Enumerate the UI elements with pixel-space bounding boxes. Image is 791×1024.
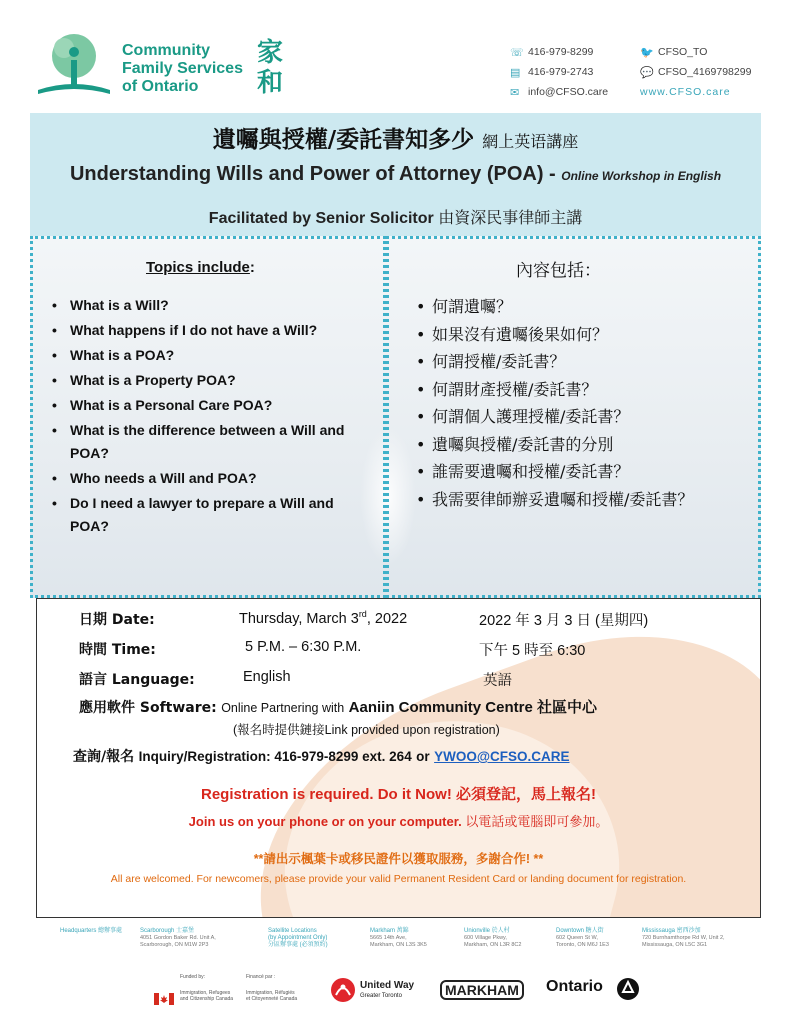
canada-flag-icon — [154, 992, 174, 1004]
location-satellite — [268, 928, 368, 949]
header — [0, 0, 791, 112]
title-chinese-main: 遺囑與授權/委託書知多少 — [212, 127, 475, 153]
all-welcome-note: All are welcomed. For newcomers, please provide your valid Permanent Resident Card or landing document for registration. — [110, 873, 687, 885]
topics-heading-zh: 內容包括： — [516, 261, 601, 281]
title-chinese — [30, 121, 761, 154]
maple-leaf-note: **請出示楓葉卡或移民證件以獲取服務，多謝合作! ** — [253, 852, 544, 866]
contact-wechat: CFSO_4169798299 — [658, 66, 752, 78]
united-way: United Way — [360, 980, 415, 991]
event-details — [36, 598, 761, 918]
time-label-text: 時間 Time: — [79, 642, 156, 658]
org-name-line: Family Services — [122, 60, 243, 77]
fax-icon: ▤ — [510, 66, 521, 79]
location-line: 4051 Gordon Baker Rd. Unit A, — [140, 935, 216, 941]
ircc-fr-line: et Citoyenneté Canada — [246, 996, 298, 1002]
mail-icon: ✉ — [510, 86, 520, 99]
ircc-en-line: and Citizenship Canada — [180, 996, 234, 1002]
time-zh: 下午 5 時至 6:30 — [479, 643, 586, 659]
title-english — [30, 163, 761, 186]
finance-par: Financé par : — [246, 974, 276, 980]
language-label — [79, 669, 195, 689]
date-value-sup: rd — [358, 609, 367, 619]
date-value — [239, 609, 407, 627]
location-line: 602 Queen St W, — [556, 935, 598, 941]
ontario-logo: Ontario — [546, 978, 603, 995]
location-scarborough — [140, 928, 240, 949]
inquiry-label: 查詢/報名 — [73, 749, 135, 765]
list-item: • 何謂授權/委託書？ — [416, 349, 736, 376]
inquiry-text: Inquiry/Registration: 416-979-8299 ext. 264 — [138, 749, 412, 764]
list-item: • What is a Property POA? — [52, 369, 352, 392]
software-note: (報名時提供鏈接Link provided upon registration) — [233, 723, 500, 737]
location-title: Headquarters 總辦事處 — [60, 928, 123, 934]
united-way-sub: Greater Toronto — [360, 993, 402, 999]
location-line: 600 Village Pkwy, — [464, 935, 507, 941]
list-item: • 如果沒有遺囑後果如何？ — [416, 322, 736, 349]
list-item: • Do I need a lawyer to prepare a Will and POA? — [52, 492, 352, 538]
org-name — [122, 42, 243, 96]
date-zh: 2022 年 3 月 3 日 (星期四) — [479, 613, 649, 629]
list-item: • Who needs a Will and POA? — [52, 467, 352, 490]
list-item: • What is the difference between a Will and POA? — [52, 419, 352, 465]
list-item: • What happens if I do not have a Will? — [52, 319, 352, 342]
location-line: 分區辦事處 (必須預約) — [268, 942, 328, 948]
location-title: Downtown 糖人街 — [556, 928, 604, 934]
contact-phone[interactable]: 416-979-8299 — [528, 46, 594, 58]
list-item: • 誰需要遺囑和授權/委託書？ — [416, 459, 736, 486]
wechat-icon: 💬 — [640, 66, 654, 79]
location-line: Markham, ON L3S 3K5 — [370, 942, 427, 948]
list-item: • 我需要律師辦妥遺囑和授權/委託書？ — [416, 487, 736, 514]
title-band — [30, 113, 761, 236]
date-label — [79, 609, 155, 629]
inquiry-email-link[interactable]: YWOO@CFSO.CARE — [434, 749, 570, 764]
list-item: • 何謂個人護理授權/委託書？ — [416, 404, 736, 431]
topics-heading-en — [146, 259, 255, 276]
location-line: Toronto, ON M6J 1E3 — [556, 942, 609, 948]
location-title: Mississauga 密西沙加 — [642, 928, 701, 934]
software-pre: Online Partnering with — [221, 701, 345, 715]
location-mississauga — [642, 928, 758, 949]
location-line: 720 Burnhamthorpe Rd W, Unit 2, — [642, 935, 725, 941]
list-item: • What is a Will? — [52, 294, 352, 317]
list-item: • 遺囑與授權/委託書的分別 — [416, 432, 736, 459]
tree-logo-icon — [34, 30, 114, 100]
list-item: • What is a POA? — [52, 344, 352, 367]
location-title: Satellite Locations — [268, 928, 317, 934]
join-us-zh: 以電話或電腦即可參加。 — [465, 814, 609, 829]
join-us-en: Join us on your phone or on your computer. — [188, 814, 462, 829]
date-value-post: , 2022 — [366, 610, 408, 627]
title-english-main: Understanding Wills and Power of Attorney (POA) - — [69, 163, 556, 185]
org-name-line: Community — [122, 42, 210, 59]
inquiry-row — [73, 746, 570, 766]
location-title: Unionville 於人村 — [464, 928, 510, 934]
ontario-trillium-icon — [616, 977, 640, 1001]
software-partner: Aaniin Community Centre 社區中心 — [348, 699, 597, 716]
twitter-icon: 🐦 — [640, 46, 654, 59]
date-value-pre: Thursday, March 3 — [239, 610, 359, 627]
inquiry-or: or — [416, 749, 430, 764]
list-item: • 何謂遺囑？ — [416, 294, 736, 321]
list-item: • What is a Personal Care POA? — [52, 394, 352, 417]
facilitated-line — [30, 205, 761, 228]
topics-heading-en-colon: : — [249, 259, 255, 276]
location-line: Scarborough, ON M1W 2P3 — [140, 942, 209, 948]
contact-right — [640, 42, 751, 102]
topics-list-en — [52, 294, 352, 540]
time-value: 5 P.M. – 6:30 P.M. — [245, 639, 362, 655]
ircc-en — [180, 990, 233, 1002]
date-label-text: 日期 Date: — [79, 612, 155, 628]
location-title: Scarborough 士嘉堡 — [140, 928, 195, 934]
ircc-fr — [246, 990, 297, 1002]
software-row — [79, 696, 597, 717]
location-line: 5665 14th Ave, — [370, 935, 407, 941]
topics-list-zh — [416, 294, 736, 514]
ircc-fr-line: Immigration, Réfugiés — [246, 990, 295, 996]
location-downtown — [556, 928, 656, 949]
location-unionville — [464, 928, 564, 949]
location-line: Markham, ON L3R 8C2 — [464, 942, 522, 948]
contact-left — [510, 42, 608, 102]
united-way-logo-icon — [330, 977, 356, 1003]
sponsor-logos — [150, 972, 650, 1012]
funded-by: Funded by: — [180, 974, 206, 980]
software-label: 應用軟件 Software: — [79, 700, 217, 716]
language-value: English — [243, 669, 291, 685]
org-name-line: of Ontario — [122, 78, 199, 95]
markham-logo: MARKHAM — [440, 980, 524, 1000]
org-chinese-name — [257, 38, 283, 98]
topics-section — [30, 236, 761, 598]
registration-required: Registration is required. Do it Now! 必須登記，馬上報名! — [200, 786, 597, 803]
location-markham — [370, 928, 470, 949]
contact-email[interactable]: info@CFSO.care — [528, 86, 609, 98]
topics-heading-en-text: Topics include — [146, 259, 250, 276]
ircc-en-line: Immigration, Refugees — [180, 990, 231, 996]
facilitated-en: Facilitated by Senior Solicitor — [208, 210, 434, 227]
title-english-sub: Online Workshop in English — [561, 169, 722, 183]
org-chinese-char: 和 — [257, 68, 284, 98]
time-label — [79, 639, 156, 659]
join-us — [37, 811, 760, 830]
phone-icon: ☏ — [510, 46, 524, 59]
org-chinese-char: 家 — [257, 38, 284, 68]
language-label-text: 語言 Language: — [79, 672, 195, 688]
language-zh: 英語 — [483, 673, 512, 689]
contact-website[interactable]: www.CFSO.care — [640, 86, 731, 98]
contact-fax: 416-979-2743 — [528, 66, 594, 78]
location-line: (by Appointment Only) — [268, 935, 328, 941]
facilitated-zh: 由資深民事律師主講 — [438, 210, 583, 227]
location-line: Mississauga, ON L5C 3G1 — [642, 942, 708, 948]
title-chinese-sub: 網上英语講座 — [482, 132, 579, 151]
location-title: Markham 萬錦 — [370, 928, 409, 934]
contact-twitter[interactable]: CFSO_TO — [658, 46, 708, 58]
list-item: • 何謂財產授權/委託書？ — [416, 377, 736, 404]
